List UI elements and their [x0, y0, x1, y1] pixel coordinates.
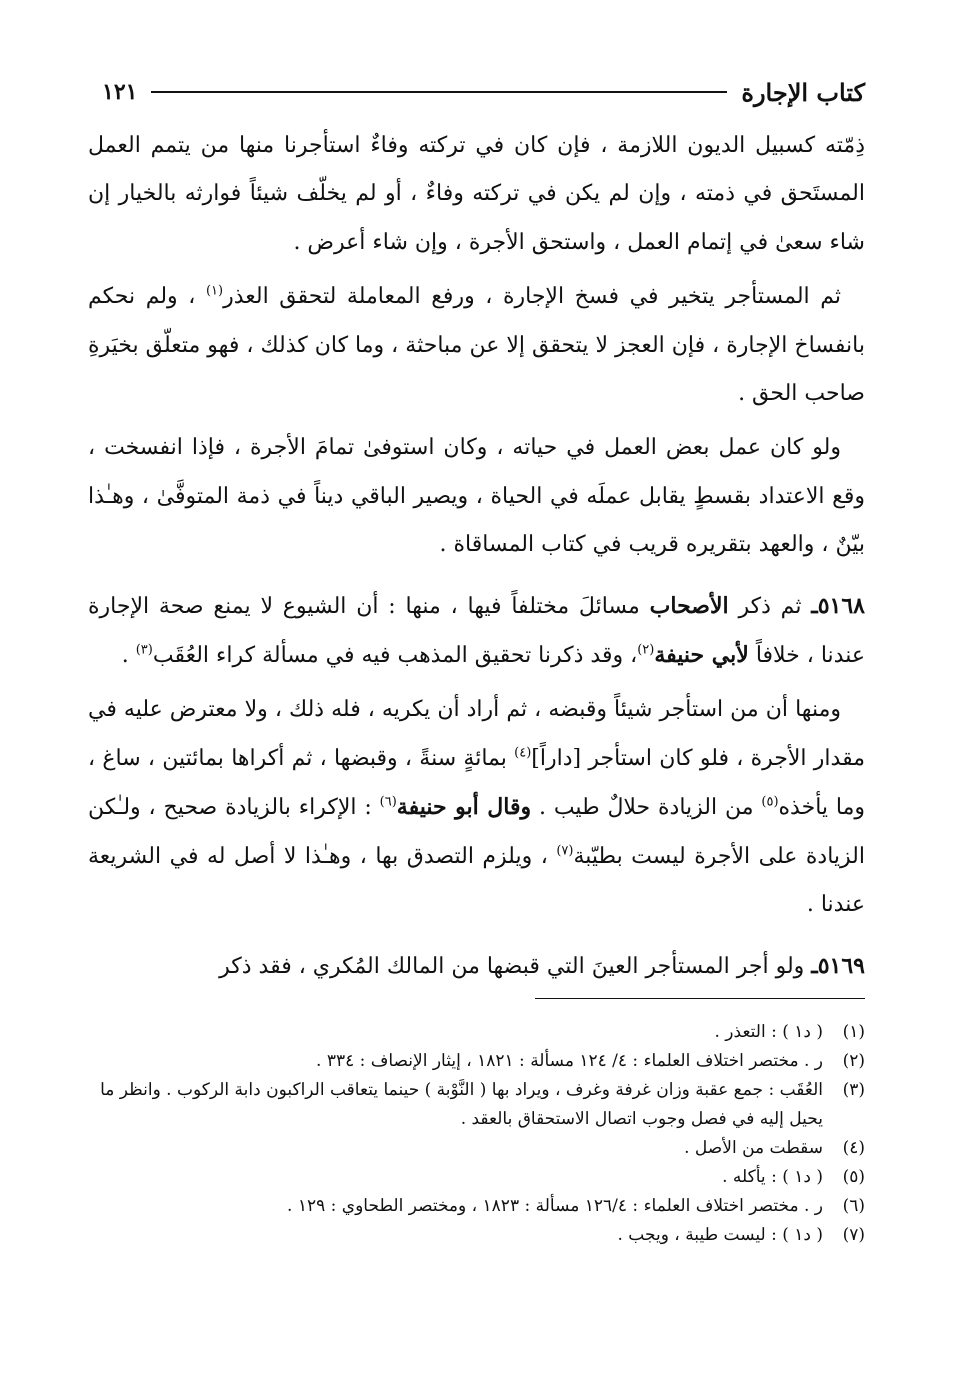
paragraph: ثم المستأجر يتخير في فسخ الإجارة ، ورفع المعاملة لتحقق العذر$^{(١)}$ ، ولم نحكم بانفساخ الإجارة ، فإن العجز لا يتحقق إلا عن مباحثة ، وما كان كذلك ، فهو متعلّق بخيَرةِ صاحب الحق .	[88, 283, 865, 407]
paragraph: ولو كان عمل بعض العمل في حياته ، وكان استوفىٰ تمامَ الأجرة ، فإذا انفسخت ، وقع الاعتداد بقسطٍ يقابل عملَه في الحياة ، ويصير الباقي ديناً في ذمة المتوفَّىٰ ، وهـٰذا بيّنٌ ، والعهد بتقريره قريب في كتاب المساقاة .	[88, 435, 865, 558]
main-text	[88, 122, 865, 991]
section-paragraph: ٥١٦٩ـ ولو أجر المستأجر العينَ التي قبضها من المالك المُكري ، فقد ذكر	[219, 952, 865, 979]
footnote-separator	[535, 998, 865, 999]
section-number: ٥١٦٩ـ	[811, 952, 865, 979]
footnote: (٦) ر . مختصر اختلاف العلماء : ١٢٦/٤ مسألة : ١٨٢٣ ، ومختصر الطحاوي : ١٢٩ .	[287, 1196, 865, 1216]
footnote: (٤) سقطت من الأصل .	[684, 1138, 865, 1158]
footnote-ref[interactable]: (٥)	[761, 794, 779, 810]
paragraph: ذِمّته كسبيل الديون اللازمة ، فإن كان في تركته وفاءٌ استأجرنا منها من يتمم العمل المستَحق في ذمته ، وإن لم يكن في تركته وفاءٌ ، أو لم يخلّف شيئاً فوارثه بالخيار إن شاء سعىٰ في إتمام العمل ، واستحق الأجرة ، وإن شاء أعرض .	[88, 133, 865, 255]
footnote: (٥) ( د١ ) : يأكله .	[722, 1167, 865, 1187]
footnote-ref[interactable]: (٣)	[135, 642, 153, 658]
footnotes	[88, 1018, 865, 1250]
chapter-title: كتاب الإجارة	[741, 77, 865, 107]
page-number: ١٢١	[102, 79, 138, 105]
section-paragraph: ٥١٦٨ـ ثم ذكر الأصحاب مسائلَ مختلفاً فيها ، منها : أن الشيوع لا يمنع صحة الإجارة عندنا ، خلافاً لأبي حنيفة$^{(٢)}$، وقد ذكرنا تحقيق المذهب فيه في مسألة كراء العُقَب$^{(٣)}$ .	[88, 592, 865, 669]
footnote: (٢) ر . مختصر اختلاف العلماء : ٤/ ١٢٤ مسألة : ١٨٢١ ، إيثار الإنصاف : ٣٣٤ .	[316, 1051, 865, 1071]
footnote-ref[interactable]: (٦)	[379, 794, 397, 810]
footnote-ref[interactable]: (١)	[205, 283, 224, 299]
footnote: (٧) ( د١ ) : ليست طيبة ، ويجب .	[617, 1225, 865, 1245]
footnote-ref[interactable]: (٤)	[514, 745, 532, 761]
section-number: ٥١٦٨ـ	[811, 592, 865, 619]
footnote-ref[interactable]: (٢)	[637, 642, 655, 658]
footnote-ref[interactable]: (٧)	[556, 843, 574, 859]
footnote: (٣) العُقَب : جمع عقبة وزان غرفة وغرف ، ويراد بها ( النَّوْبة ) حينما يتعاقب الراكبون دابة الركوب . وانظر ما يحيل إليه في فصل وجوب اتصال الاستحقاق بالعقد .	[100, 1080, 865, 1129]
running-header	[102, 74, 865, 110]
header-rule	[151, 91, 727, 93]
paragraph: ومنها أن من استأجر شيئاً وقبضه ، ثم أراد أن يكريه ، فله ذلك ، ولا معترض عليه في مقدار الأجرة ، فلو كان استأجر [داراً]$^{(٤)}$ بمائةٍ سنةً ، وقبضها ، ثم أكراها بمائتين ، ساغ ، وما يأخذه$^{(٥)}$ من الزيادة حلالٌ طيب . وقال أبو حنيفة$^{(٦)}$ : الإكراء بالزيادة صحيح ، ولـٰكن الزيادة على الأجرة ليست بطيّبة$^{(٧)}$ ، ويلزم التصدق بها ، وهـٰذا لا أصل له في الشريعة عندنا .	[88, 697, 866, 918]
footnote: (١) ( د١ ) : التعذر .	[714, 1022, 865, 1042]
